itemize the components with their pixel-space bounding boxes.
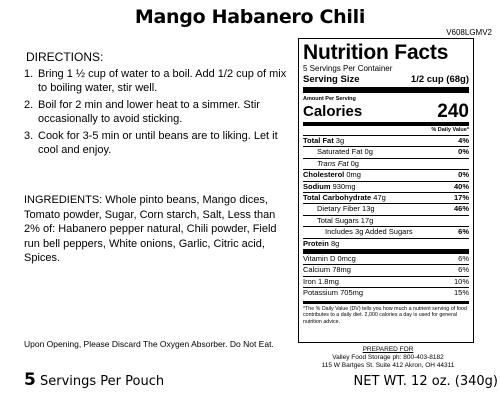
nutrient-row-total-sugars: Total Sugars 17g [303, 216, 469, 227]
step-text: Boil for 2 min and lower heat to a simmer. Stir occasionally to avoid sticking. [38, 99, 260, 125]
direction-step [24, 98, 292, 126]
step-number: 2. [24, 99, 34, 111]
servings-text: Servings Per Pouch [39, 374, 165, 389]
nutrient-row-iron: Iron 1.8mg 10% [303, 277, 469, 288]
nutrient-row-total-fat: Total Fat 3g 4% [303, 136, 469, 147]
nutrient-row-calcium: Calcium 78mg 6% [303, 265, 469, 276]
step-text: Bring 1 ½ cup of water to a boil. Add 1/2 cup of mix to boiling water, stir well. [38, 68, 287, 94]
nutrition-title: Nutrition Facts [303, 41, 449, 64]
net-weight: NET WT. 12 oz. (340g) [353, 374, 498, 389]
ingredients-text: INGREDIENTS: Whole pinto beans, Mango dices, Tomato powder, Sugar, Corn starch, Salt, Less than 2% of: Habanero pepper natural, Chili powder, Field run bell peppers, White onions, Garlic, Citric acid, Spices. [24, 194, 277, 264]
oxygen-absorber-note: Upon Opening, Please Discard The Oxygen Absorber. Do Not Eat. [24, 339, 274, 349]
nutrient-row-potassium: Potassium 705mg 15% [303, 288, 469, 298]
calories-label: Calories [303, 103, 363, 120]
nutrient-row-dietary-fiber: Dietary Fiber 13g 46% [303, 204, 469, 215]
nutrient-row-cholesterol: Cholesterol 0mg 0% [303, 170, 469, 181]
servings-per-pouch [24, 370, 164, 390]
step-text: Cook for 3-5 min or until beans are to liking. Let it cool and enjoy. [38, 130, 278, 156]
direction-step [24, 129, 292, 157]
prepared-line-2: 115 W Bartges St. Suite 412 Akron, OH 44311 [321, 362, 455, 369]
prepared-line-1: Valley Food Storage ph: 800-403-8182 [332, 354, 444, 361]
nutrient-row-sodium: Sodium 930mg 40% [303, 182, 469, 193]
nutrition-facts-panel [298, 38, 474, 343]
serving-size-row [303, 74, 469, 93]
daily-value-header: % Daily Value* [303, 126, 469, 136]
product-title: Mango Habanero Chili [134, 6, 366, 28]
amount-per-serving: Amount Per Serving [303, 96, 356, 102]
direction-step [24, 67, 292, 95]
nutrient-row-added-sugars: Includes 3g Added Sugars 6% [303, 227, 469, 238]
prepared-for-block [300, 346, 476, 370]
servings-number: 5 [24, 370, 36, 390]
step-number: 3. [24, 130, 34, 142]
step-number: 1. [24, 68, 34, 80]
directions-list [24, 67, 292, 160]
serving-size-label: Serving Size [303, 74, 360, 85]
product-code: V608LGMV2 [446, 28, 492, 37]
prepared-heading: PREPARED FOR [362, 346, 414, 353]
serving-size-value: 1/2 cup (68g) [410, 74, 469, 85]
daily-value-footnote: *The % Daily Value (DV) tells you how much a nutrient serving of food contributes to a daily diet. 2,000 calories a day is used for general nutrition advice. [303, 301, 469, 326]
nutrient-row-trans-fat: Trans Fat 0g [303, 159, 469, 170]
nutrient-row-vitamin-d: Vitamin D 0mcg 6% [303, 254, 469, 265]
calories-row [303, 103, 469, 126]
calories-value: 240 [437, 101, 469, 122]
servings-per-container: 5 Servings Per Container [303, 64, 393, 73]
directions-heading: DIRECTIONS: [26, 50, 104, 64]
nutrient-row-saturated-fat: Saturated Fat 0g 0% [303, 147, 469, 158]
nutrient-row-protein: Protein 8g [303, 239, 469, 254]
nutrient-row-total-carbohydrate: Total Carbohydrate 47g 17% [303, 193, 469, 204]
